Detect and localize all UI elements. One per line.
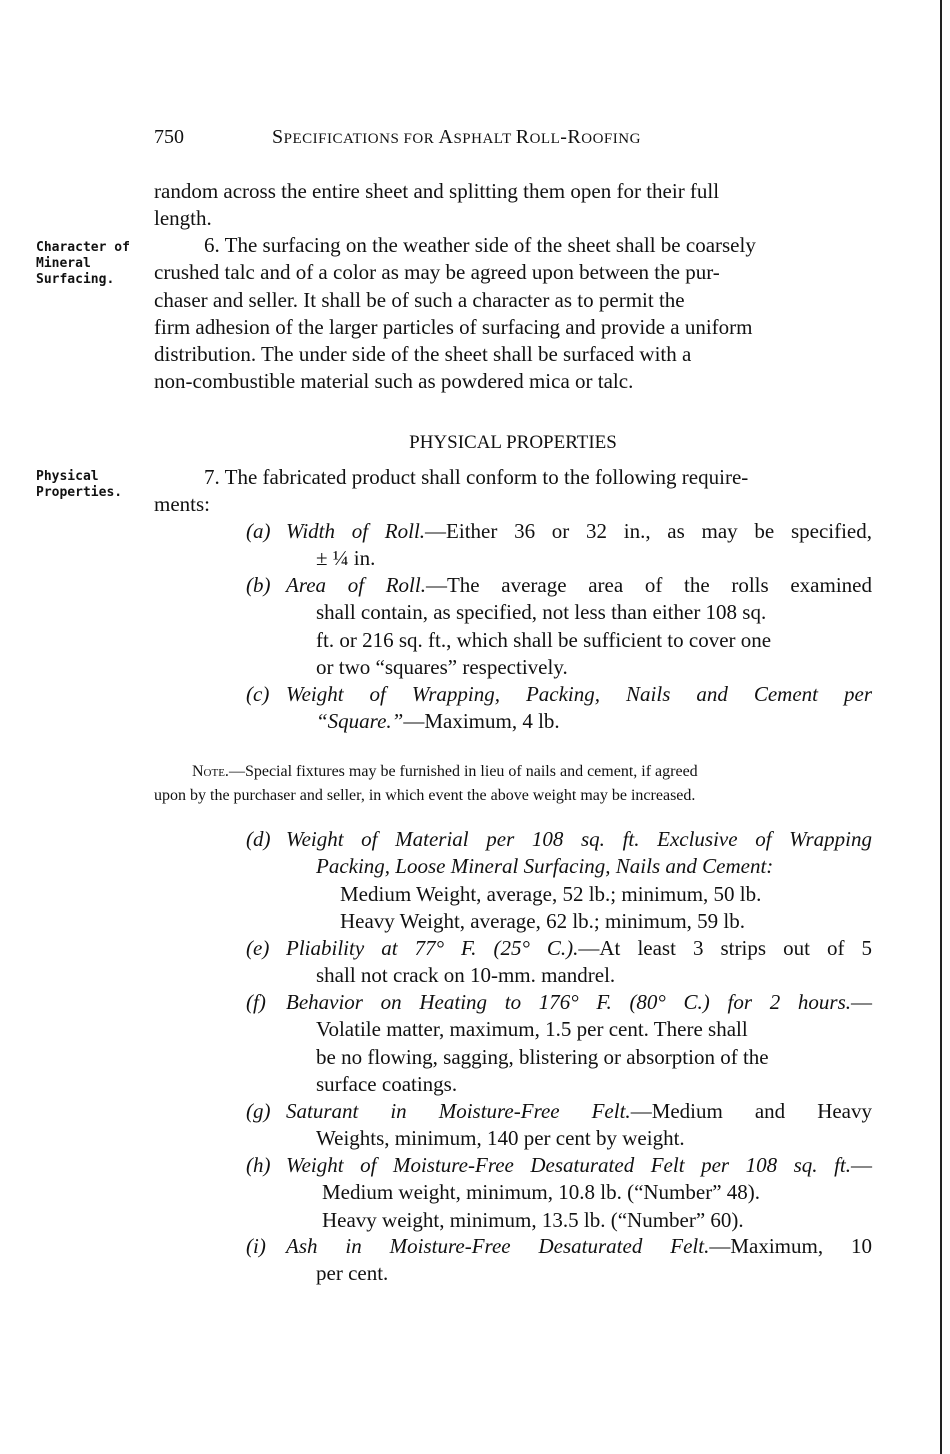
item-g: (g) Saturant in Moisture-Free Felt.—Medium and Heavy Weights, minimum, 140 per cent by weight. xyxy=(246,1099,872,1151)
item-a: (a) Width of Roll.—Either 36 or 32 in., as may be specified, ± ¼ in. xyxy=(246,519,873,571)
item-b: (b) Area of Roll.—The average area of the rolls examined shall contain, as specified, not less than either 108 sq. ft. or 216 sq. ft., which shall be sufficient to cover one or two “squares” respectively. xyxy=(246,573,872,679)
page-edge-line xyxy=(940,0,942,1454)
intro-paragraph: random across the entire sheet and splitting them open for their full length. xyxy=(154,179,720,231)
paragraph-7: 7. The fabricated product shall conform to the following require- ments: xyxy=(154,465,749,517)
item-e: (e) Pliability at 77° F. (25° C.).—At least 3 strips out of 5 shall not crack on 10-mm. mandrel. xyxy=(246,936,872,988)
item-i: (i) Ash in Moisture-Free Desaturated Felt.—Maximum, 10 per cent. xyxy=(246,1234,872,1286)
item-d: (d) Weight of Material per 108 sq. ft. Exclusive of Wrapping Packing, Loose Mineral Surfacing, Nails and Cement: Medium Weight, average, 52 lb.; minimum, 50 lb. Heavy Weight, average, 62 lb.; minimum, 59 lb. xyxy=(246,827,872,933)
item-c: (c) Weight of Wrapping, Packing, Nails and Cement per “Square.”—Maximum, 4 lb. xyxy=(246,682,872,734)
item-f: (f) Behavior on Heating to 176° F. (80° C.) for 2 hours.— Volatile matter, maximum, 1.5 per cent. There shall be no flowing, sagging, blistering or absorption of the surface coatings. xyxy=(246,990,872,1096)
margin-note-character: Character of Mineral Surfacing. xyxy=(36,240,130,287)
page-header xyxy=(154,126,874,156)
section-heading: PHYSICAL PROPERTIES xyxy=(409,432,617,453)
note-paragraph: Note.—Special fixtures may be furnished in lieu of nails and cement, if agreed upon by the purchaser and seller, in which event the above weight may be increased. xyxy=(154,763,698,804)
page-number: 750 xyxy=(154,126,184,148)
running-title: SPECIFICATIONS FOR ASPHALT ROLL-ROOFING xyxy=(272,126,641,148)
paragraph-6: 6. The surfacing on the weather side of the sheet shall be coarsely crushed talc and of a color as may be agreed upon between the pur- chaser and seller. It shall be of such a character as to permit the firm adhesion of the larger particles of surfacing and provide a uniform distribution. The under side of the sheet shall be surfaced with a non-combustible material such as powdered mica or talc. xyxy=(154,233,756,394)
margin-note-physical: Physical Properties. xyxy=(36,469,123,500)
item-h: (h) Weight of Moisture-Free Desaturated Felt per 108 sq. ft.— Medium weight, minimum, 10.8 lb. (“Number” 48). Heavy weight, minimum, 13.5 lb. (“Number” 60). xyxy=(246,1153,872,1232)
